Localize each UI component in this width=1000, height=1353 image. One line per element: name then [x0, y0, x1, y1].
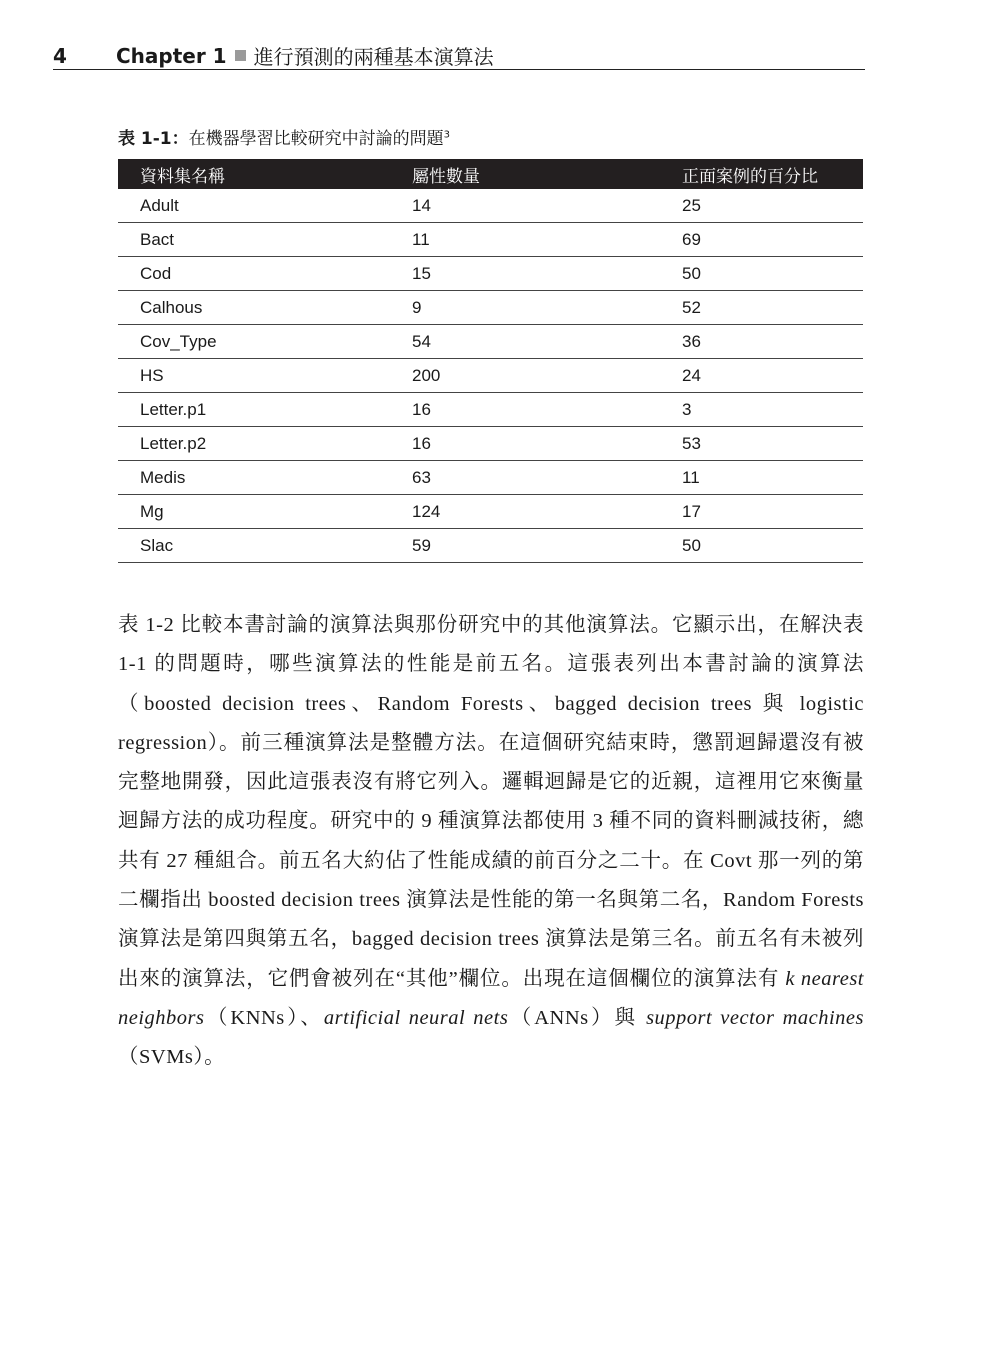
cell-dataset-name: Letter.p2 — [118, 427, 390, 461]
chapter-label: Chapter 1 — [116, 43, 227, 68]
cell-attribute-count: 16 — [390, 393, 660, 427]
table-row — [118, 189, 863, 223]
chapter-title: 進行預測的兩種基本演算法 — [253, 45, 494, 69]
cell-attribute-count: 59 — [390, 529, 660, 563]
table-row — [118, 495, 863, 529]
cell-attribute-count: 16 — [390, 427, 660, 461]
cell-dataset-name: Mg — [118, 495, 390, 529]
term-knn: k nearest neighbors — [118, 967, 865, 1029]
table-caption-number: 表 1-1： — [118, 129, 189, 149]
cell-positive-percent: 69 — [660, 223, 863, 257]
column-header-positive-percent: 正面案例的百分比 — [660, 159, 863, 189]
cell-dataset-name: Medis — [118, 461, 390, 495]
square-bullet-icon — [235, 50, 246, 61]
table-row — [118, 359, 863, 393]
table-caption-text: 在機器學習比較研究中討論的問題 — [188, 129, 444, 149]
cell-positive-percent: 3 — [660, 393, 863, 427]
table-row — [118, 223, 863, 257]
cell-positive-percent: 52 — [660, 291, 863, 325]
cell-positive-percent: 50 — [660, 257, 863, 291]
cell-dataset-name: Cod — [118, 257, 390, 291]
dataset-table — [118, 159, 863, 563]
table-row — [118, 257, 863, 291]
cell-positive-percent: 36 — [660, 325, 863, 359]
cell-attribute-count: 200 — [390, 359, 660, 393]
cell-positive-percent: 25 — [660, 189, 863, 223]
cell-positive-percent: 50 — [660, 529, 863, 563]
cell-attribute-count: 14 — [390, 189, 660, 223]
cell-positive-percent: 11 — [660, 461, 863, 495]
table-row — [118, 427, 863, 461]
cell-dataset-name: Letter.p1 — [118, 393, 390, 427]
cell-attribute-count: 54 — [390, 325, 660, 359]
cell-attribute-count: 124 — [390, 495, 660, 529]
ann-abbreviation: （ANNs）與 — [508, 1006, 647, 1029]
cell-positive-percent: 17 — [660, 495, 863, 529]
table-caption — [118, 124, 450, 149]
table-row — [118, 291, 863, 325]
body-text — [118, 606, 864, 1078]
page-number: 4 — [53, 43, 67, 68]
body-paragraph — [118, 606, 864, 1078]
page-header — [53, 42, 865, 70]
term-svm: support vector machines — [646, 1006, 865, 1029]
cell-attribute-count: 63 — [390, 461, 660, 495]
cell-positive-percent: 53 — [660, 427, 863, 461]
column-header-dataset-name: 資料集名稱 — [118, 159, 390, 189]
cell-positive-percent: 24 — [660, 359, 863, 393]
column-header-attribute-count: 屬性數量 — [390, 159, 660, 189]
table-row — [118, 461, 863, 495]
cell-dataset-name: HS — [118, 359, 390, 393]
cell-attribute-count: 9 — [390, 291, 660, 325]
cell-attribute-count: 15 — [390, 257, 660, 291]
cell-dataset-name: Bact — [118, 223, 390, 257]
footnote-marker: 3 — [443, 129, 451, 141]
knn-abbreviation: （KNNs）、 — [204, 1006, 324, 1029]
term-ann: artificial neural nets — [323, 1006, 509, 1029]
table-row — [118, 325, 863, 359]
cell-attribute-count: 11 — [390, 223, 660, 257]
cell-dataset-name: Cov_Type — [118, 325, 390, 359]
cell-dataset-name: Adult — [118, 189, 390, 223]
svm-abbreviation: （SVMs）。 — [118, 1046, 226, 1069]
cell-dataset-name: Calhous — [118, 291, 390, 325]
table-row — [118, 393, 863, 427]
table-row — [118, 529, 863, 563]
cell-dataset-name: Slac — [118, 529, 390, 563]
table-header-row — [118, 159, 863, 189]
paragraph-main-text: 表 1-2 比較本書討論的演算法與那份研究中的其他演算法。它顯示出，在解決表 1-1 的問題時，哪些演算法的性能是前五名。這張表列出本書討論的演算法（boosted decision trees、Random Forests、bagged decision trees 與 logistic regression）。前三種演算法是整體方法。在這個研究結束時，懲罰迴歸還沒有被完整地開發，因此這張表沒有將它列入。邏輯迴歸是它的近親，這裡用它來衡量迴歸方法的成功程度。研究中的 9 種演算法都使用 3 種不同的資料刪減技術，總共有 27 種組合。前五名大約佔了性能成績的前百分之二十。在 Covt 那一列的第二欄指出 boosted decision trees 演算法是性能的第一名與第二名，Random Forests 演算法是第四與第五名，bagged decision trees 演算法是第三名。前五名有未被列出來的演算法，它們會被列在“其他”欄位。出現在這個欄位的演算法有 — [118, 614, 864, 990]
